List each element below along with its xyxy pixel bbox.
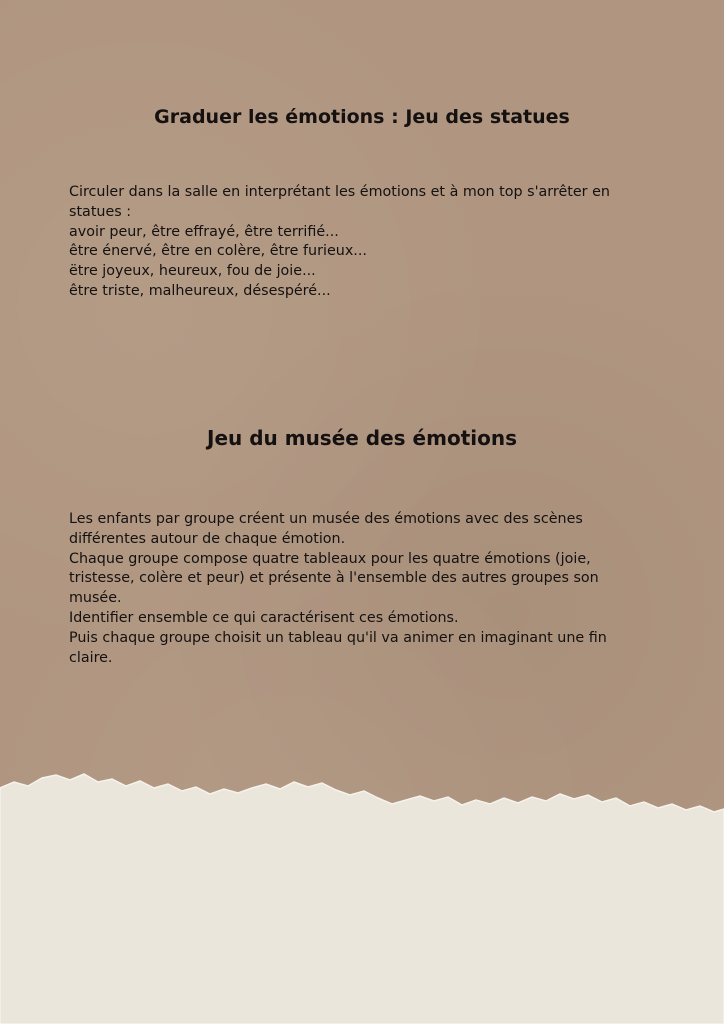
paragraph-line: Puis chaque groupe choisit un tableau qu'il va animer en imaginant une fin <box>69 629 607 646</box>
paragraph-line: Identifier ensemble ce qui caractérisent ces émotions. <box>69 609 459 626</box>
paragraph-line: être énervé, être en colère, être furieux... <box>69 243 367 260</box>
statues-paragraph <box>69 183 659 302</box>
paragraph-line: tristesse, colère et peur) et présente à l'ensemble des autres groupes son <box>69 570 599 587</box>
paragraph-line: ëtre joyeux, heureux, fou de joie... <box>69 263 316 280</box>
paragraph-line: Chaque groupe compose quatre tableaux pour les quatre émotions (joie, <box>69 550 591 567</box>
paragraph-line: être triste, malheureux, désespéré... <box>69 282 331 299</box>
paragraph-line: Circuler dans la salle en interprétant les émotions et à mon top s'arrêter en <box>69 184 610 200</box>
paragraph-line: claire. <box>69 649 113 666</box>
paragraph-line: différentes autour de chaque émotion. <box>69 530 346 547</box>
museum-paragraph <box>69 510 659 668</box>
paragraph-line: avoir peur, être effrayé, être terrifié... <box>69 223 339 240</box>
paragraph-line: statues : <box>69 203 132 220</box>
section-title-museum: Jeu du musée des émotions <box>207 426 517 450</box>
paragraph-line: musée. <box>69 590 122 607</box>
torn-paper-strip <box>0 760 724 1024</box>
paragraph-line: Les enfants par groupe créent un musée des émotions avec des scènes <box>69 511 583 527</box>
section-title-statues: Graduer les émotions : Jeu des statues <box>154 106 570 128</box>
